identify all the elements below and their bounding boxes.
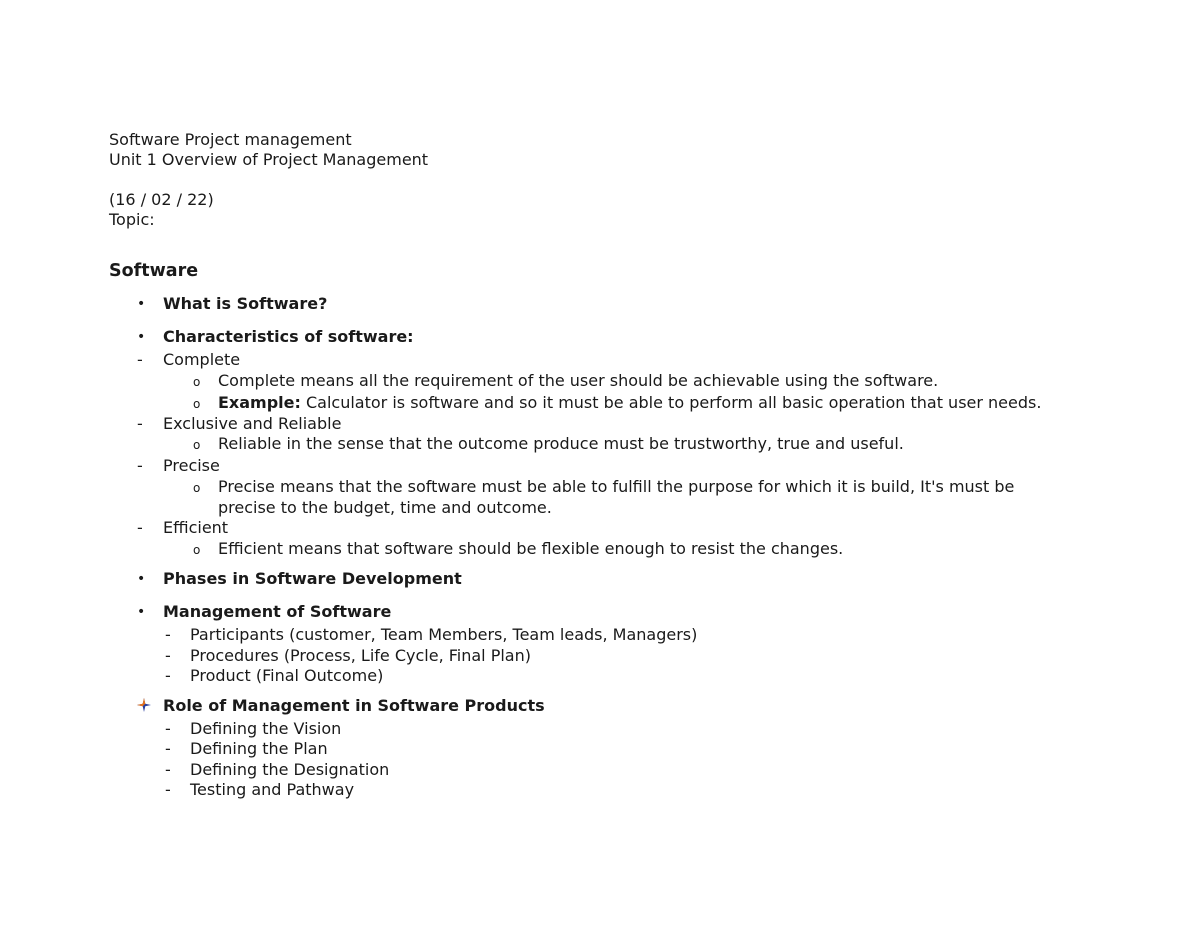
bullet-dash: - [165,666,171,685]
precise-description-line2: precise to the budget, time and outcome. [218,498,552,517]
bullet-dot: • [137,571,146,587]
management-procedures: Procedures (Process, Life Cycle, Final Plan) [190,646,531,665]
bullet-dot: • [137,329,146,345]
bullet-circle: o [193,481,201,495]
role-defining-vision: Defining the Vision [190,719,342,738]
item-role-of-management: Role of Management in Software Products [163,696,545,715]
bullet-circle: o [193,543,201,557]
bullet-dash: - [165,719,171,738]
four-point-star-icon [137,698,151,712]
topic-label: Topic: [109,210,155,229]
bullet-dash: - [165,625,171,644]
unit-title: Unit 1 Overview of Project Management [109,150,429,169]
section-heading: Software [109,261,199,281]
bullet-dash: - [137,518,143,537]
management-product: Product (Final Outcome) [190,666,384,685]
item-phases: Phases in Software Development [163,569,462,588]
bullet-dash: - [165,760,171,779]
bullet-dash: - [137,414,143,433]
item-management: Management of Software [163,602,392,621]
efficient-description: Efficient means that software should be flexible enough to resist the changes. [218,539,844,558]
item-what-is-software: What is Software? [163,294,328,313]
course-title: Software Project management [109,130,352,149]
bullet-circle: o [193,438,201,452]
reliable-description: Reliable in the sense that the outcome produce must be trustworthy, true and useful. [218,434,904,453]
item-characteristics: Characteristics of software: [163,327,414,346]
item-precise: Precise [163,456,220,475]
lecture-date: (16 / 02 / 22) [109,190,214,209]
bullet-dash: - [137,350,143,369]
precise-description-line1: Precise means that the software must be able to fulfill the purpose for which it is build, It's must be [218,477,1015,496]
complete-description: Complete means all the requirement of the user should be achievable using the software. [218,371,939,390]
example-text: Calculator is software and so it must be able to perform all basic operation that user needs. [300,393,1042,412]
role-testing-pathway: Testing and Pathway [190,780,355,799]
bullet-dash: - [165,739,171,758]
bullet-dot: • [137,604,146,620]
complete-example [218,393,1041,413]
bullet-dash: - [137,456,143,475]
example-label: Example: [218,393,301,412]
bullet-circle: o [193,397,201,411]
bullet-dash: - [165,780,171,799]
bullet-dot: • [137,296,146,312]
item-exclusive-reliable: Exclusive and Reliable [163,414,342,433]
role-defining-plan: Defining the Plan [190,739,328,758]
role-defining-designation: Defining the Designation [190,760,390,779]
item-efficient: Efficient [163,518,229,537]
bullet-circle: o [193,375,201,389]
item-complete: Complete [163,350,241,369]
management-participants: Participants (customer, Team Members, Team leads, Managers) [190,625,698,644]
bullet-dash: - [165,646,171,665]
